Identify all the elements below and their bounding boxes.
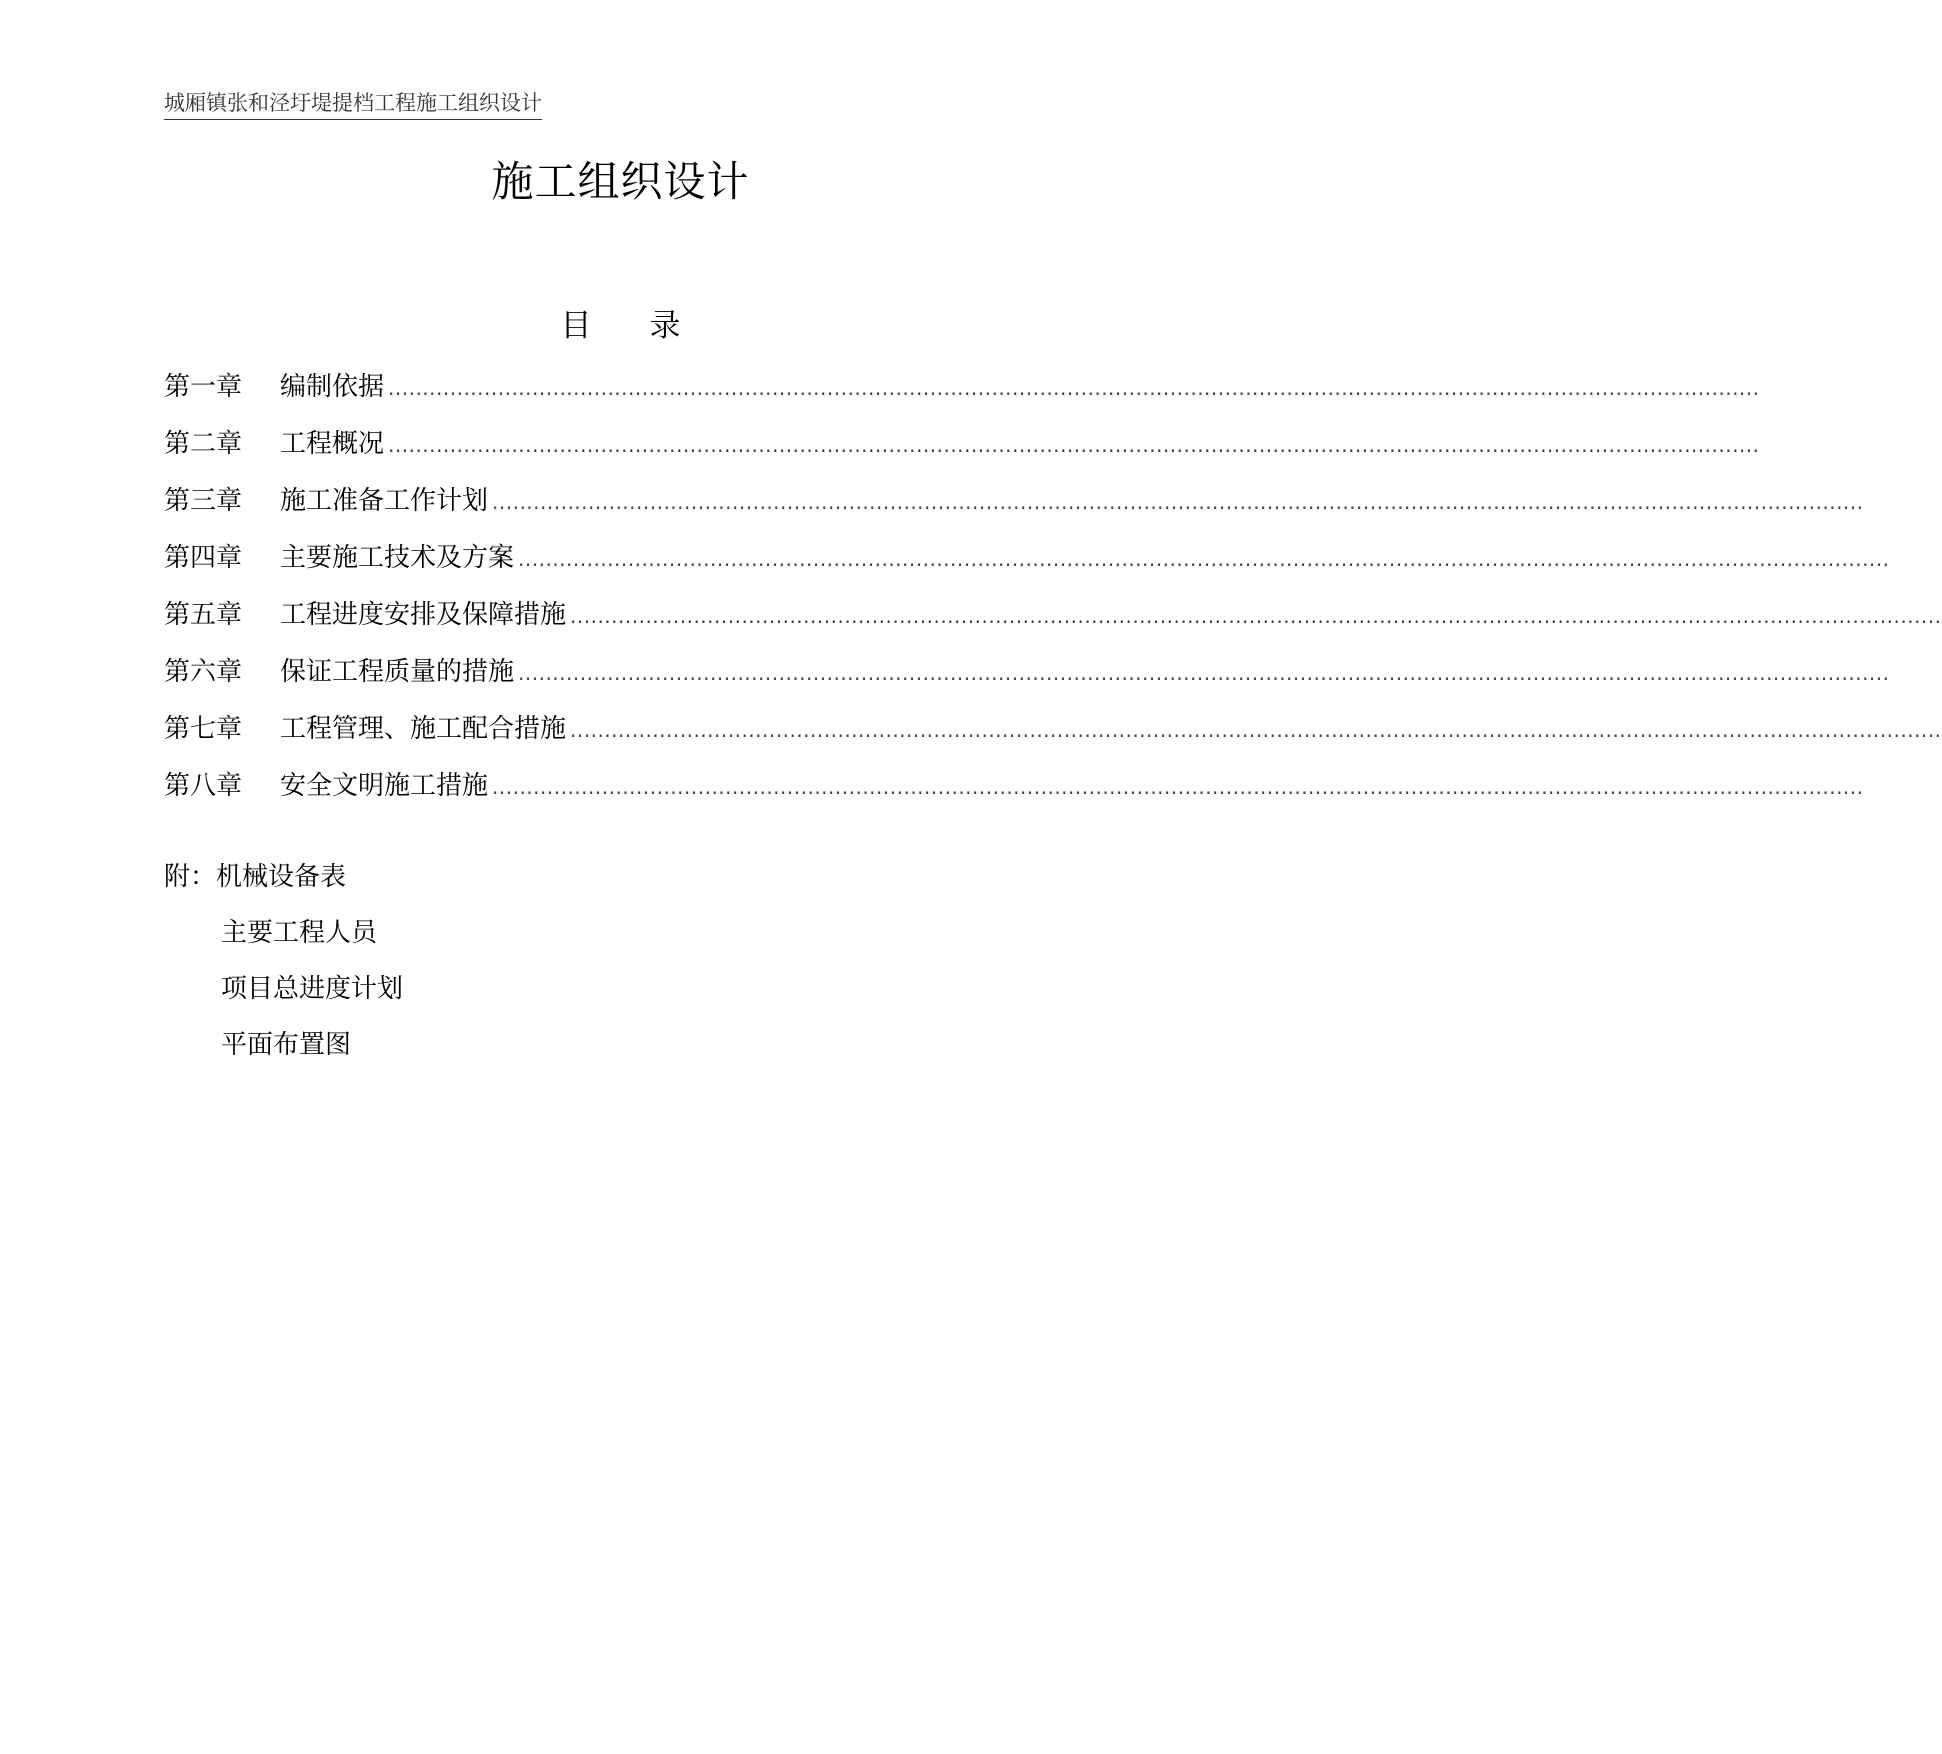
appendix-item-name: 机械设备表 xyxy=(216,862,347,892)
toc-heading-left: 目 xyxy=(560,308,592,344)
appendix-label: 附： xyxy=(164,862,217,892)
toc-chapter-name: 施工准备工作计划 xyxy=(280,486,489,516)
toc-item-chapter-7[interactable] xyxy=(164,709,1942,766)
toc-chapter-number: 第四章 xyxy=(164,543,243,573)
toc-dot-leader: ........................................................................................................................................................................................................ xyxy=(492,490,1864,514)
toc-item-chapter-4[interactable] xyxy=(164,538,1890,595)
toc-dot-leader: ........................................................................................................................................................................................................ xyxy=(518,661,1890,685)
appendix-item-4 xyxy=(164,1025,403,1081)
toc-chapter-name: 工程管理、施工配合措施 xyxy=(280,714,567,744)
appendix-list xyxy=(164,857,403,1081)
appendix-item-name: 项目总进度计划 xyxy=(221,974,404,1004)
appendix-item-1 xyxy=(164,857,403,913)
toc-dot-leader: ........................................................................................................................................................................................................ xyxy=(518,547,1890,571)
toc-chapter-name: 安全文明施工措施 xyxy=(280,771,489,801)
toc-dot-leader: ........................................................................................................................................................................................................ xyxy=(492,775,1864,799)
toc-heading xyxy=(0,304,1241,348)
toc-item-chapter-2[interactable] xyxy=(164,424,1760,481)
toc-chapter-number: 第三章 xyxy=(164,486,243,516)
toc-item-chapter-5[interactable] xyxy=(164,595,1942,652)
toc-chapter-number: 第七章 xyxy=(164,714,243,744)
toc-heading-right: 录 xyxy=(649,308,681,344)
toc-chapter-name: 工程概况 xyxy=(280,429,385,459)
appendix-item-name: 平面布置图 xyxy=(221,1030,352,1060)
toc-item-chapter-6[interactable] xyxy=(164,652,1890,709)
toc-chapter-number: 第五章 xyxy=(164,600,243,630)
toc-list xyxy=(164,367,1942,823)
toc-chapter-number: 第一章 xyxy=(164,372,243,402)
document-title: 施工组织设计 xyxy=(491,157,750,206)
appendix-item-2 xyxy=(164,913,403,969)
toc-chapter-name: 编制依据 xyxy=(280,372,385,402)
toc-chapter-name: 保证工程质量的措施 xyxy=(280,657,515,687)
toc-item-chapter-1[interactable] xyxy=(164,367,1760,424)
appendix-item-3 xyxy=(164,969,403,1025)
running-header: 城厢镇张和泾圩堤提档工程施工组织设计 xyxy=(164,88,542,120)
appendix-item-name: 主要工程人员 xyxy=(221,918,378,948)
toc-chapter-name: 主要施工技术及方案 xyxy=(280,543,515,573)
toc-chapter-number: 第六章 xyxy=(164,657,243,687)
toc-dot-leader: ........................................................................................................................................................................................................ xyxy=(388,376,1760,400)
toc-chapter-number: 第二章 xyxy=(164,429,243,459)
toc-dot-leader: ........................................................................................................................................................................................................ xyxy=(388,433,1760,457)
toc-dot-leader: ........................................................................................................................................................................................................ xyxy=(570,604,1942,628)
toc-chapter-name: 工程进度安排及保障措施 xyxy=(280,600,567,630)
toc-dot-leader: ........................................................................................................................................................................................................ xyxy=(570,718,1942,742)
toc-item-chapter-8[interactable] xyxy=(164,766,1864,823)
toc-item-chapter-3[interactable] xyxy=(164,481,1864,538)
toc-chapter-number: 第八章 xyxy=(164,771,243,801)
